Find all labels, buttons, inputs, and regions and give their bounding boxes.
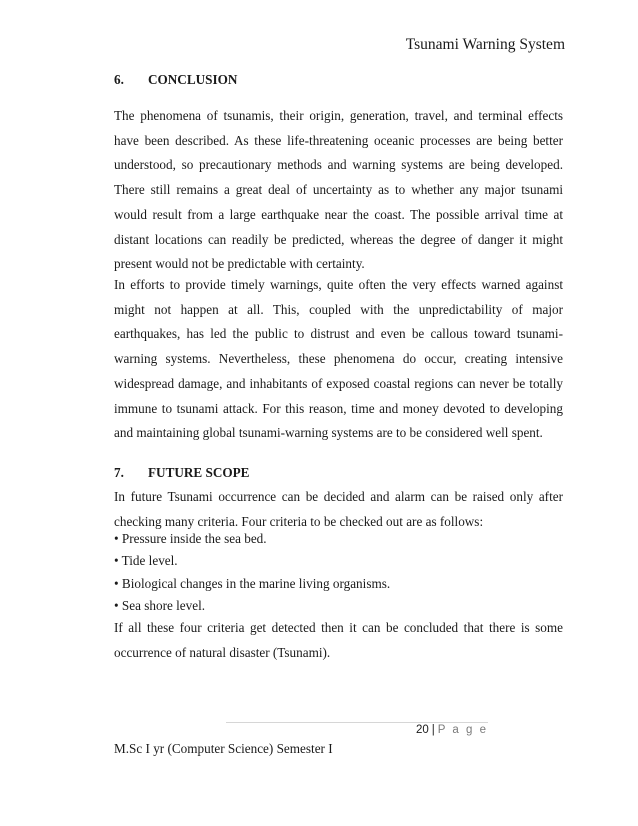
footer-divider [226,722,488,723]
section-number: 7. [114,465,124,480]
section-title: FUTURE SCOPE [148,465,250,480]
page-number-separator: | [431,724,435,736]
running-header: Tsunami Warning System [405,36,565,53]
section-title: CONCLUSION [148,72,238,87]
section-number: 6. [114,72,124,87]
criteria-list [114,528,563,617]
list-item: • Pressure inside the sea bed. [114,531,267,546]
list-item: • Tide level. [114,553,178,569]
page-label: P a g e [437,724,488,736]
page-number [416,724,488,736]
list-item: • Biological changes in the marine living organisms. [114,575,391,591]
conclusion-paragraph-2: In efforts to provide timely warnings, quite often the very effects warned against might not happen at all. This, coupled with the unpredictability of major earthquakes, has led the public to distrust and even be callous toward tsunami-warning systems. Nevertheless, these phenomena do occur, creating intensive widespread damage, and inhabitants of exposed coastal regions can never be totally immune to tsunami attack. For this reason, time and money devoted to developing and maintaining global tsunami-warning systems are to be considered well spent. [114,277,563,441]
future-scope-intro: In future Tsunami occurrence can be decided and alarm can be raised only after checking many criteria. Four criteria to be checked out are as follows: [114,489,563,529]
section-heading-conclusion [114,72,237,88]
conclusion-paragraph-1: The phenomena of tsunamis, their origin, generation, travel, and terminal effects have been described. As these life-threatening oceanic processes are being better understood, so precautionary methods and warning systems are being developed. There still remains a great deal of uncertainty as to whether any major tsunami would result from a large earthquake near the coast. The possible arrival time at distant locations can readily be predicted, whereas the degree of danger it might present would not be predictable with certainty. [114,108,563,272]
section-heading-future-scope [114,465,249,481]
page-number-value: 20 [415,724,429,736]
future-scope-closing: If all these four criteria get detected then it can be concluded that there is some occurrence of natural disaster (Tsunami). [114,620,563,660]
list-item: • Sea shore level. [114,597,206,613]
footer-text: M.Sc I yr (Computer Science) Semester I [114,741,333,756]
